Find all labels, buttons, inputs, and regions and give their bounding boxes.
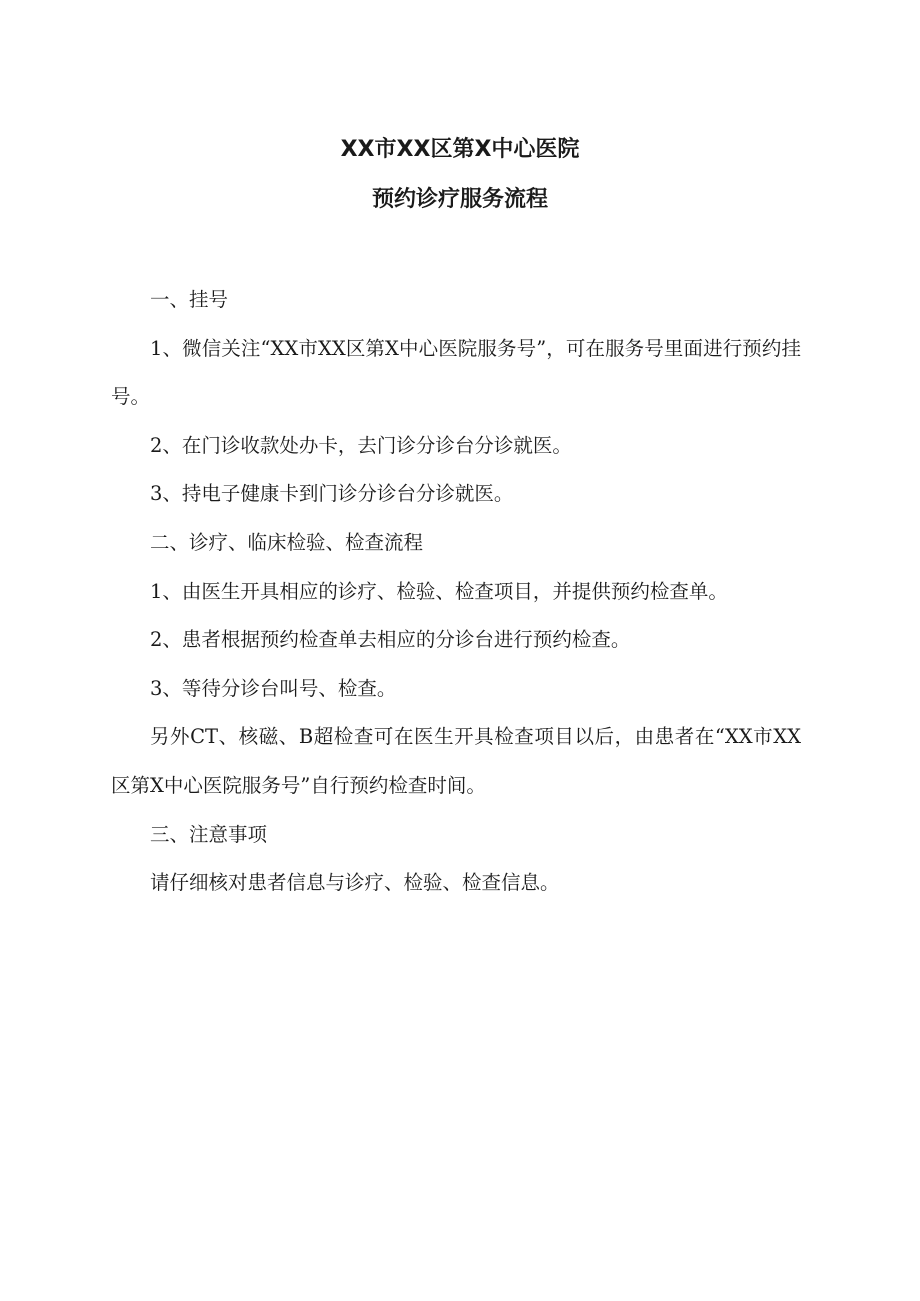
paragraph-registration-1: 1、微信关注“XX市XX区第X中心医院服务号”，可在服务号里面进行预约挂号。 xyxy=(111,336,801,409)
section-heading-registration: 一、挂号 xyxy=(150,288,229,311)
paragraph-registration-2: 2、在门诊收款处办卡，去门诊分诊台分诊就医。 xyxy=(150,433,572,457)
paragraph-diagnosis-note: 另外CT、核磁、B超检查可在医生开具检查项目以后，由患者在“XX市XX区第X中心医院服务号”自行预约检查时间。 xyxy=(111,725,801,797)
document-title: XX市XX区第X中心医院 xyxy=(340,137,580,162)
paragraph-diagnosis-2: 2、患者根据预约检查单去相应的分诊台进行预约检查。 xyxy=(150,628,631,652)
paragraph-notes-1: 请仔细核对患者信息与诊疗、检验、检查信息。 xyxy=(150,871,560,895)
paragraph-diagnosis-3: 3、等待分诊台叫号、检查。 xyxy=(150,676,397,700)
paragraph-registration-3: 3、持电子健康卡到门诊分诊台分诊就医。 xyxy=(150,482,514,506)
paragraph-diagnosis-1: 1、由医生开具相应的诊疗、检验、检查项目，并提供预约检查单。 xyxy=(150,579,728,603)
section-heading-diagnosis: 二、诊疗、临床检验、检查流程 xyxy=(150,530,424,554)
document-subtitle: 预约诊疗服务流程 xyxy=(371,187,548,212)
document-body xyxy=(111,276,801,908)
section-heading-notes: 三、注意事项 xyxy=(150,822,268,846)
